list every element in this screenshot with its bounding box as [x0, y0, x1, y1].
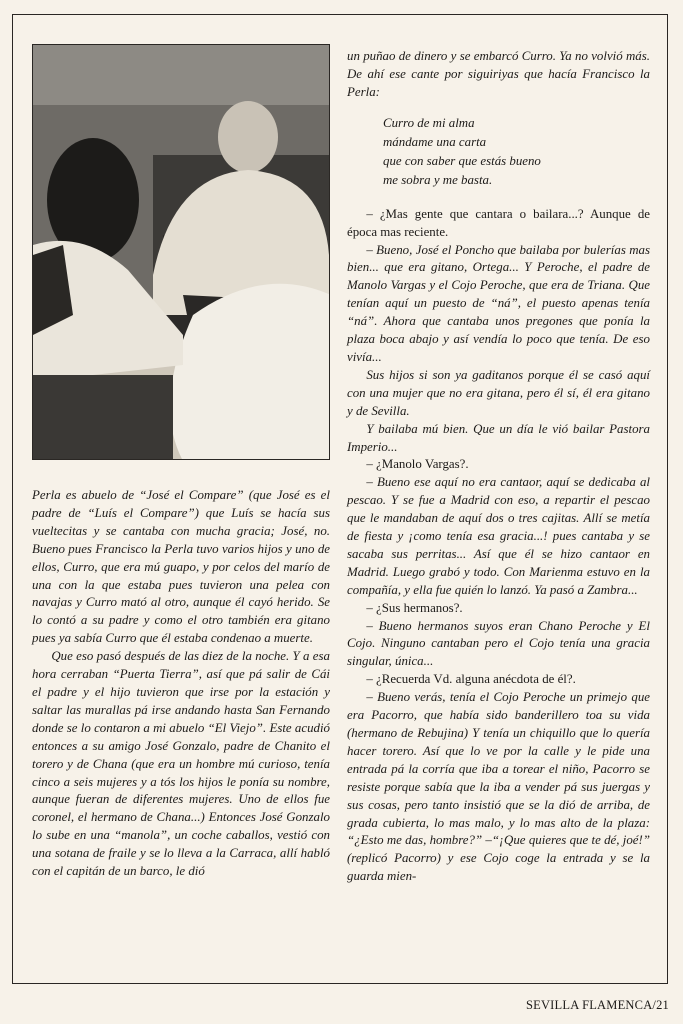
answer: Sus hijos si son ya gaditanos porque él se casó aquí con una mujer que no era gitana, pero él sí, él era gitano y de Sevilla.: [347, 367, 650, 418]
answer: – Bueno, José el Poncho que bailaba por bulerías mas bien... que era gitano, Ortega... Y Peroche, el padre de Manolo Vargas y el Cojo Peroche, que era de Triana. Que tenían aquí un puesto de “ná”, el puesto apenas tenía “ná”. Ahora que cantaba unos pregones que ponía la plaza boca abajo y así vendía lo poco que tenía. De eso vivía...: [347, 242, 650, 364]
right-column-text: [347, 48, 650, 886]
question: – ¿Sus hermanos?.: [366, 600, 463, 615]
verse-line: me sobra y me basta.: [383, 172, 493, 187]
paragraph-intro: un puñao de dinero y se embarcó Curro. Ya no volvió más. De ahí ese cante por siguiriyas que hacía Francisco la Perla:: [347, 49, 650, 99]
page-footer: SEVILLA FLAMENCA/21: [525, 998, 669, 1012]
interview-photo: [32, 44, 330, 460]
question: – ¿Manolo Vargas?.: [366, 457, 469, 472]
answer: – Bueno hermanos suyos eran Chano Peroche y El Cojo. Ninguno cantaban pero el Cojo tenía una gracia singular, única...: [347, 618, 650, 669]
verse-line: que con saber que estás bueno: [383, 153, 541, 168]
answer: Y bailaba mú bien. Que un día le vió bailar Pastora Imperio...: [347, 421, 650, 454]
question: – ¿Mas gente que cantara o bailara...? Aunque de época mas reciente.: [347, 206, 650, 239]
paragraph: Perla es abuelo de “José el Compare” (que José es el padre de “Luís el Compare”) que Luís se hacía sus vueltecitas y se cantaba con mucha gracia; José, no. Bueno pues Francisco la Perla tuvo varios hijos y uno de ellos, Curro, que era mú guapo, y por celos del marío de una con la que estaba pues tuvieron una pelea con navajas y Curro mató al otro, aunque él cayó herido. Se lo contó a su padre y como el otro también era gitano pues ya sabía Curro que él estaba condenao a muerte.: [32, 488, 330, 646]
question: – ¿Recuerda Vd. alguna anécdota de él?.: [366, 672, 576, 687]
verse-line: mándame una carta: [383, 134, 487, 149]
paragraph: Que eso pasó después de las diez de la noche. Y a esa hora cerraban “Puerta Tierra”, así que pá salir de Cái el padre y el hijo tuvieron que irse por la estación y saltar las murallas pá irse andando hasta San Fernando donde se lo contaron a mi abuelo “El Viejo”. Este acudió entonces a su amigo José Gonzalo, padre de Chanito el torero y de Chana (que era un hombre mú curioso, tenía cinco a seis mujeres y a tós los hijos le ponía su nombre, aunque fueran de diferentes mujeres. Uno de ellos fue coronel, el hermano de Chana...) Entonces José Gonzalo lo sube en una “manola”, un coche caballos, vestió con una sotana de fraile y se lo lleva a la Carraca, allí habló con el capitán de un barco, le dió: [32, 649, 330, 879]
verse-block: [383, 114, 650, 190]
photo-illustration: [33, 45, 330, 460]
answer: – Bueno verás, tenía el Cojo Peroche un primejo que era Pacorro, que había sido banderillero toa su vida (hermano de Rebujina) Y tenía un chiquillo que lo quería hacer torero. Así que lo ve por la calle y le pide una entrada pá la corría que iba a torear el niño, Pacorro se resiste porque sabía que la iba a vender pá sus juergas y sus cosas, pero tanto insistió que se la dió de arriba, de grada cubierta, lo mas malo, y lo mas alto de la plaza: “¿Esto me das, hombre?” –“¡Que quieres que te dé, joé!” (replicó Pacorro) y ese Cojo coge la entrada y se la guarda mien-: [347, 690, 650, 884]
verse-line: Curro de mi alma: [383, 115, 475, 130]
left-column-text: [32, 487, 330, 881]
answer: – Bueno ese aquí no era cantaor, aquí se dedicaba al pescao. Y se fue a Madrid con eso, a repartir el pescao que le mandaban de aquí dos o tres cajitas. Allí se metía de fiesta y ¡como tenía esa gracia...! pues cantaba y se sacaba sus perritas... Así que él se hizo cantaor en Madrid. Luego grabó y todo. Con Marienma estuvo en la compañía, y ella fue quién lo lanzó. Ya pasó a Zambra...: [347, 475, 650, 597]
